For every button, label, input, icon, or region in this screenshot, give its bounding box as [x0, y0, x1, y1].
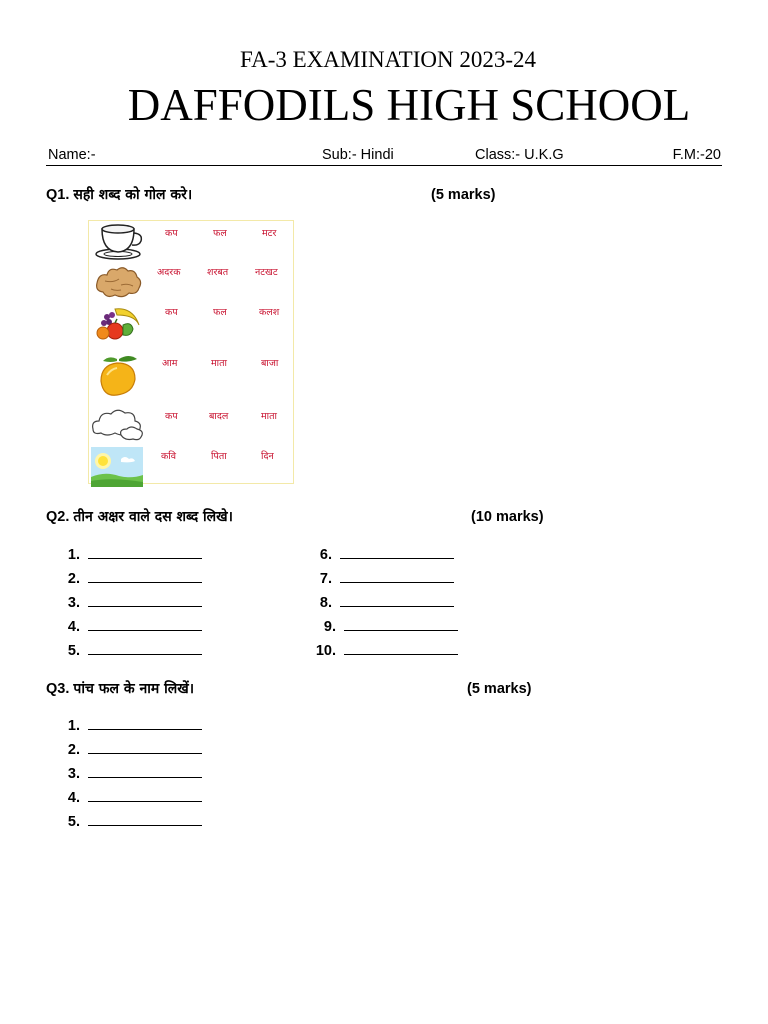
answer-number: 6. [319, 547, 332, 563]
sun-landscape-icon [91, 447, 143, 487]
question-3-text: पांच फल के नाम लिखें। [73, 681, 195, 697]
student-info-line [46, 145, 722, 166]
word-option[interactable]: कप [165, 307, 178, 318]
word-option[interactable]: कलश [259, 307, 280, 318]
ginger-icon [93, 261, 145, 301]
answer-blank[interactable] [340, 569, 454, 583]
answer-number: 1. [67, 547, 80, 563]
answer-line[interactable] [62, 569, 202, 589]
word-option[interactable]: शरबत [207, 267, 229, 278]
class-label: Class:- U.K.G [475, 147, 564, 163]
answer-number: 1. [67, 718, 80, 734]
answer-number: 2. [67, 742, 80, 758]
word-option[interactable]: माता [211, 358, 228, 369]
answer-line[interactable] [308, 593, 458, 613]
word-option[interactable]: बादल [209, 411, 229, 422]
word-option[interactable]: अदरक [157, 267, 181, 278]
question-1-text: सही शब्द को गोल करे। [73, 187, 193, 203]
answer-blank[interactable] [88, 593, 202, 607]
exam-title: FA-3 EXAMINATION 2023-24 [240, 47, 536, 72]
answer-blank[interactable] [88, 716, 202, 730]
answer-number: 5. [67, 814, 80, 830]
answer-blank[interactable] [88, 545, 202, 559]
question-2-number: Q2. [46, 509, 70, 525]
answer-line[interactable] [62, 788, 202, 808]
answer-blank[interactable] [344, 617, 458, 631]
word-option[interactable]: फल [213, 228, 227, 239]
question-1-marks: (5 marks) [431, 187, 496, 203]
answer-blank[interactable] [88, 740, 202, 754]
answer-line[interactable] [308, 641, 458, 661]
word-option[interactable]: कप [165, 411, 178, 422]
question-1-number: Q1. [46, 187, 70, 203]
answer-list-q3 [62, 716, 202, 832]
answer-number: 4. [67, 619, 80, 635]
answer-number: 8. [319, 595, 332, 611]
answer-blank[interactable] [88, 788, 202, 802]
answer-number: 7. [319, 571, 332, 587]
question-3-number: Q3. [46, 681, 70, 697]
word-option[interactable]: कप [165, 228, 178, 239]
mango-icon [93, 353, 145, 399]
word-option[interactable]: कवि [161, 451, 177, 462]
answer-blank[interactable] [88, 764, 202, 778]
answer-number: 5. [67, 643, 80, 659]
answer-blank[interactable] [340, 545, 454, 559]
cloud-icon [89, 405, 147, 445]
answer-line[interactable] [62, 716, 202, 736]
word-option[interactable]: आम [162, 358, 178, 369]
answer-blank[interactable] [344, 641, 458, 655]
answer-list-right [308, 545, 458, 661]
answer-number: 3. [67, 595, 80, 611]
word-option[interactable]: पिता [211, 451, 227, 462]
answer-blank[interactable] [88, 617, 202, 631]
fruits-icon [93, 303, 145, 343]
answer-number: 9. [323, 619, 336, 635]
answer-blank[interactable] [88, 569, 202, 583]
word-option[interactable]: नटखट [255, 267, 278, 278]
answer-line[interactable] [62, 812, 202, 832]
answer-line[interactable] [62, 593, 202, 613]
name-label: Name:- [48, 147, 96, 163]
answer-line[interactable] [308, 569, 458, 589]
word-option[interactable]: माता [261, 411, 278, 422]
answer-number: 3. [67, 766, 80, 782]
full-marks-label: F.M:-20 [672, 147, 721, 163]
subject-label: Sub:- Hindi [322, 147, 394, 163]
word-option[interactable]: दिन [261, 451, 274, 462]
teacup-icon [93, 221, 145, 261]
question-2 [46, 507, 233, 527]
answer-line[interactable] [62, 740, 202, 760]
answer-line[interactable] [62, 641, 202, 661]
answer-blank[interactable] [88, 812, 202, 826]
word-picture-grid [88, 220, 294, 484]
answer-number: 2. [67, 571, 80, 587]
question-3 [46, 679, 194, 699]
question-1 [46, 185, 192, 205]
word-option[interactable]: बाजा [261, 358, 279, 369]
question-3-marks: (5 marks) [467, 681, 532, 697]
answer-line[interactable] [62, 764, 202, 784]
answer-number: 10. [315, 643, 336, 659]
answer-line[interactable] [62, 617, 202, 637]
answer-blank[interactable] [340, 593, 454, 607]
word-option[interactable]: मटर [262, 228, 277, 239]
answer-blank[interactable] [88, 641, 202, 655]
answer-line[interactable] [62, 545, 202, 565]
question-2-text: तीन अक्षर वाले दस शब्द लिखे। [73, 509, 233, 525]
answer-number: 4. [67, 790, 80, 806]
answer-line[interactable] [308, 545, 458, 565]
word-option[interactable]: फल [213, 307, 227, 318]
answer-list-left [62, 545, 202, 661]
question-2-marks: (10 marks) [471, 509, 544, 525]
school-name: DAFFODILS HIGH SCHOOL [127, 80, 691, 130]
answer-line[interactable] [308, 617, 458, 637]
